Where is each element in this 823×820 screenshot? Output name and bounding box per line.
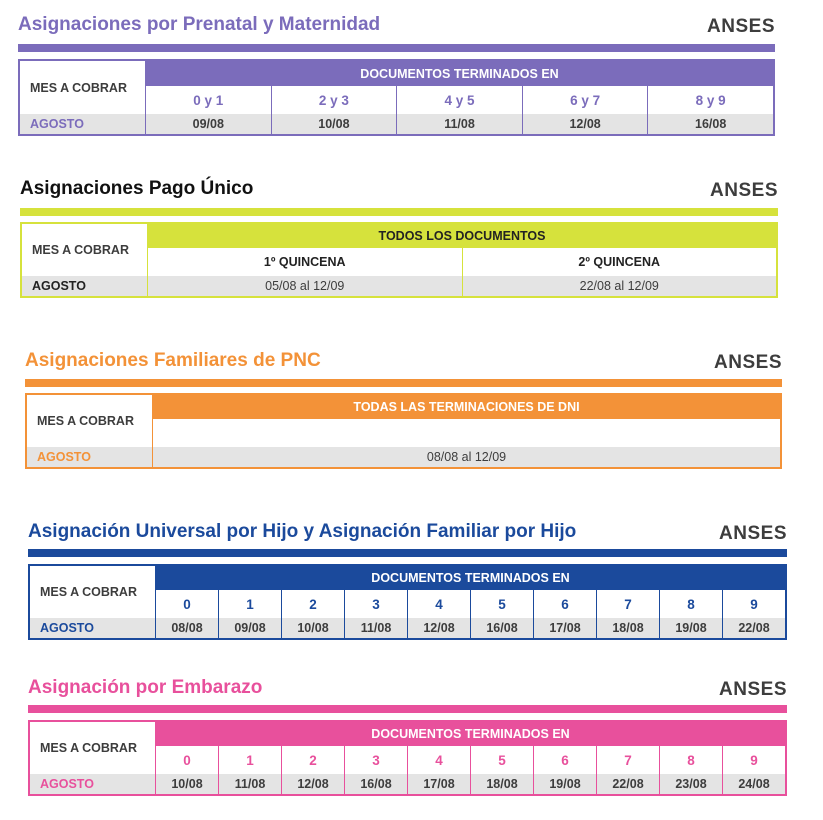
section-divider: [18, 44, 775, 52]
date-cell: 08/08: [171, 621, 203, 635]
column-label: 7: [596, 590, 659, 618]
column-label: 8 y 9: [647, 86, 773, 114]
date-cell: 17/08: [407, 774, 470, 794]
anses-logo: ANSES: [714, 352, 782, 373]
date-cell: 10/08: [281, 618, 344, 638]
date-cell: 16/08: [344, 774, 407, 794]
date-cell: 11/08: [344, 618, 407, 638]
column-label: 3: [344, 746, 407, 774]
date-cell: 22/08 al 12/09: [462, 276, 777, 296]
column-label: 6: [533, 746, 596, 774]
date-cell: 10/08: [171, 777, 203, 791]
date-cell: 22/08: [596, 774, 659, 794]
date-cell: 10/08: [271, 114, 397, 134]
column-label: 0: [183, 596, 191, 612]
date-row: [153, 447, 780, 467]
quincena-columns: [148, 248, 776, 276]
mes-a-cobrar-label: MES A COBRAR: [27, 395, 153, 447]
section-pnc: [25, 350, 782, 469]
table-header: TODAS LAS TERMINACIONES DE DNI: [153, 395, 780, 419]
date-cell: 19/08: [659, 618, 722, 638]
date-cell: 17/08: [533, 618, 596, 638]
column-label: 8: [659, 590, 722, 618]
schedule-table: [20, 222, 778, 298]
digit-columns: [146, 86, 773, 114]
month-label: AGOSTO: [27, 447, 153, 467]
table-header: DOCUMENTOS TERMINADOS EN: [156, 566, 785, 590]
schedule-table: [18, 59, 775, 136]
column-label: 9: [722, 746, 785, 774]
date-row: [146, 114, 773, 134]
date-row: [156, 618, 785, 638]
column-label: 6: [533, 590, 596, 618]
anses-logo: ANSES: [707, 16, 775, 37]
section-auh: [28, 521, 787, 640]
date-cell: 09/08: [218, 618, 281, 638]
section-title: Asignaciones Familiares de PNC: [25, 350, 321, 371]
section-title: Asignación Universal por Hijo y Asignación Familiar por Hijo: [28, 521, 577, 542]
date-cell: 16/08: [647, 114, 773, 134]
date-cell: 18/08: [470, 774, 533, 794]
section-title: Asignaciones Pago Único: [20, 178, 254, 199]
table-header: DOCUMENTOS TERMINADOS EN: [146, 61, 773, 86]
column-label: 8: [659, 746, 722, 774]
empty-row: [153, 419, 780, 447]
section-title: Asignaciones por Prenatal y Maternidad: [18, 14, 381, 35]
section-divider: [20, 208, 778, 216]
column-label: 1: [218, 590, 281, 618]
month-label: AGOSTO: [20, 114, 146, 134]
date-row: [156, 774, 785, 794]
column-label: 5: [470, 746, 533, 774]
column-label: 5: [470, 590, 533, 618]
section-divider: [28, 549, 787, 557]
anses-logo: ANSES: [719, 679, 787, 700]
month-label: AGOSTO: [30, 618, 156, 638]
table-header: DOCUMENTOS TERMINADOS EN: [156, 722, 785, 746]
section-divider: [28, 705, 787, 713]
schedule-table: [25, 393, 782, 469]
date-cell: 24/08: [722, 774, 785, 794]
column-label: 2 y 3: [271, 86, 397, 114]
anses-logo: ANSES: [719, 523, 787, 544]
section-title: Asignación por Embarazo: [28, 677, 263, 698]
date-cell: 12/08: [281, 774, 344, 794]
date-cell: 09/08: [192, 117, 224, 131]
section-embarazo: [28, 677, 787, 796]
date-cell: 08/08 al 12/09: [426, 450, 507, 464]
schedule-table: [28, 720, 787, 796]
mes-a-cobrar-label: MES A COBRAR: [30, 722, 156, 774]
date-cell: 22/08: [722, 618, 785, 638]
column-label: 1º QUINCENA: [263, 255, 346, 269]
mes-a-cobrar-label: MES A COBRAR: [20, 61, 146, 114]
digit-columns: [156, 746, 785, 774]
section-pago-unico: [20, 178, 778, 298]
table-header: TODOS LOS DOCUMENTOS: [148, 224, 776, 248]
date-cell: 18/08: [596, 618, 659, 638]
column-label: 4: [407, 746, 470, 774]
column-label: 9: [722, 590, 785, 618]
schedule-table: [28, 564, 787, 640]
mes-a-cobrar-label: MES A COBRAR: [22, 224, 148, 276]
date-cell: 11/08: [218, 774, 281, 794]
column-label: 4: [407, 590, 470, 618]
column-label: 1: [218, 746, 281, 774]
date-row: [148, 276, 776, 296]
month-label: AGOSTO: [30, 774, 156, 794]
date-cell: 11/08: [396, 114, 522, 134]
date-cell: 12/08: [407, 618, 470, 638]
column-label: 4 y 5: [396, 86, 522, 114]
column-label: 3: [344, 590, 407, 618]
column-label: 7: [596, 746, 659, 774]
date-cell: 23/08: [659, 774, 722, 794]
column-label: 2: [281, 746, 344, 774]
column-label: 6 y 7: [522, 86, 648, 114]
column-label: 0 y 1: [193, 92, 224, 108]
date-cell: 16/08: [470, 618, 533, 638]
date-cell: 19/08: [533, 774, 596, 794]
date-cell: 05/08 al 12/09: [265, 279, 345, 293]
section-divider: [25, 379, 782, 387]
date-cell: 12/08: [522, 114, 648, 134]
anses-logo: ANSES: [710, 180, 778, 201]
month-label: AGOSTO: [22, 276, 148, 296]
column-label: 2º QUINCENA: [462, 248, 777, 276]
digit-columns: [156, 590, 785, 618]
section-prenatal: [18, 14, 775, 136]
mes-a-cobrar-label: MES A COBRAR: [30, 566, 156, 618]
column-label: 2: [281, 590, 344, 618]
column-label: 0: [183, 752, 191, 768]
